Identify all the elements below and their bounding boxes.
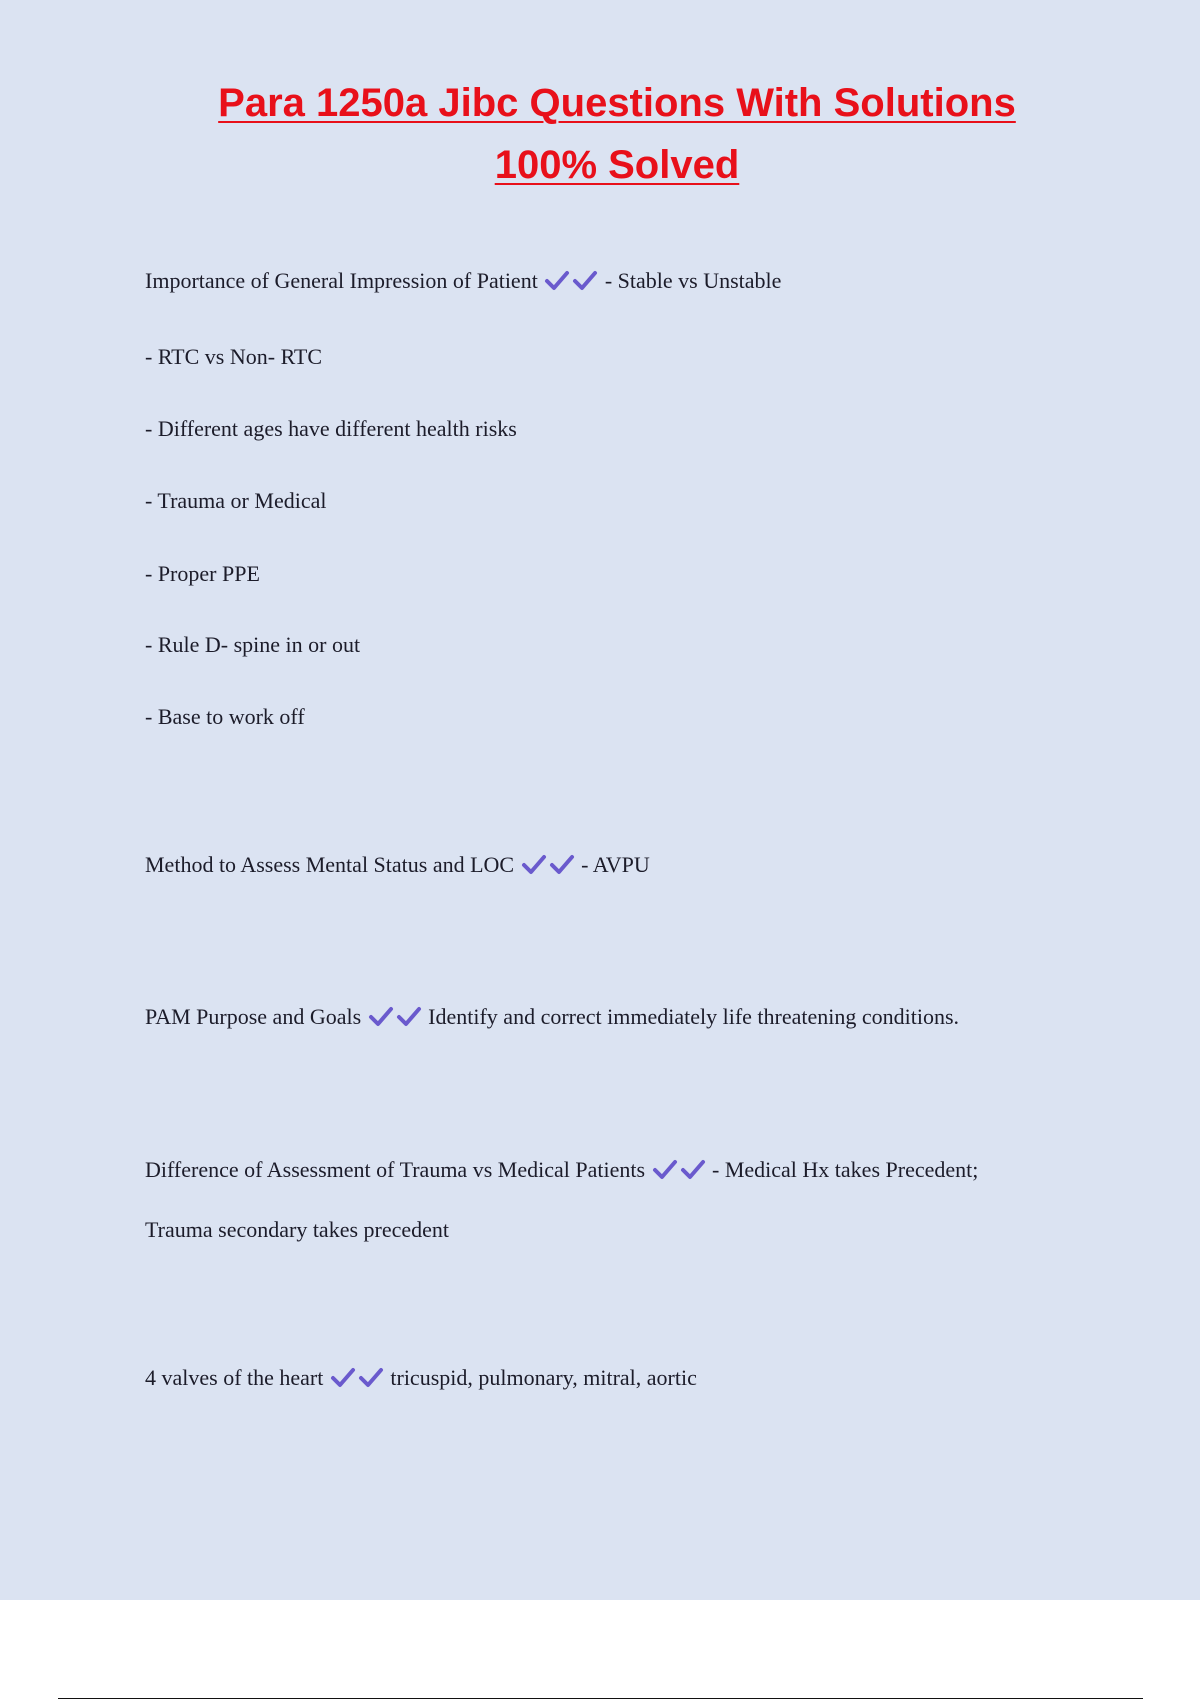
bullet-item: - Rule D- spine in or out: [145, 632, 361, 657]
answer-text: tricuspid, pulmonary, mitral, aortic: [390, 1365, 697, 1390]
checkmark-icon: [549, 853, 575, 875]
bullet-item: - RTC vs Non- RTC: [145, 344, 323, 369]
question-text: 4 valves of the heart: [145, 1365, 324, 1390]
title-line-2: 100% Solved: [494, 143, 740, 187]
checkmark-icon: [572, 269, 598, 291]
question-text: Importance of General Impression of Patient: [145, 268, 538, 293]
answer-text: - Stable vs Unstable: [604, 268, 782, 293]
bullet-item: - Proper PPE: [145, 561, 260, 586]
qa-item-heart-valves: [145, 1363, 697, 1393]
answer-text: - AVPU: [581, 852, 650, 877]
bullet-item: - Different ages have different health risks: [145, 416, 517, 441]
bullet-item: - Trauma or Medical: [145, 488, 327, 513]
bullet-item: - Base to work off: [145, 704, 305, 729]
checkmark-icon: [330, 1366, 356, 1388]
qa-item-general-impression: [145, 266, 781, 296]
checkmark-icon: [368, 1005, 394, 1027]
title-line-1: Para 1250a Jibc Questions With Solutions: [218, 81, 1016, 125]
answer-text: - Medical Hx takes Precedent;: [712, 1157, 979, 1182]
answer-text: Identify and correct immediately life threatening conditions.: [428, 1004, 960, 1029]
answer-continuation: Trauma secondary takes precedent: [145, 1217, 450, 1242]
checkmark-icon: [521, 853, 547, 875]
document-title: [0, 72, 1200, 196]
question-text: Difference of Assessment of Trauma vs Medical Patients: [145, 1157, 646, 1182]
question-text: Method to Assess Mental Status and LOC: [145, 852, 515, 877]
checkmark-icon: [652, 1158, 678, 1180]
checkmark-icon: [680, 1158, 706, 1180]
question-text: PAM Purpose and Goals: [145, 1004, 362, 1029]
footer-divider: [58, 1698, 1143, 1699]
checkmark-icon: [358, 1366, 384, 1388]
checkmark-icon: [544, 269, 570, 291]
qa-item-trauma-vs-medical: [145, 1155, 978, 1185]
qa-item-mental-status: [145, 850, 650, 880]
checkmark-icon: [396, 1005, 422, 1027]
qa-item-pam-purpose: [145, 1002, 959, 1032]
